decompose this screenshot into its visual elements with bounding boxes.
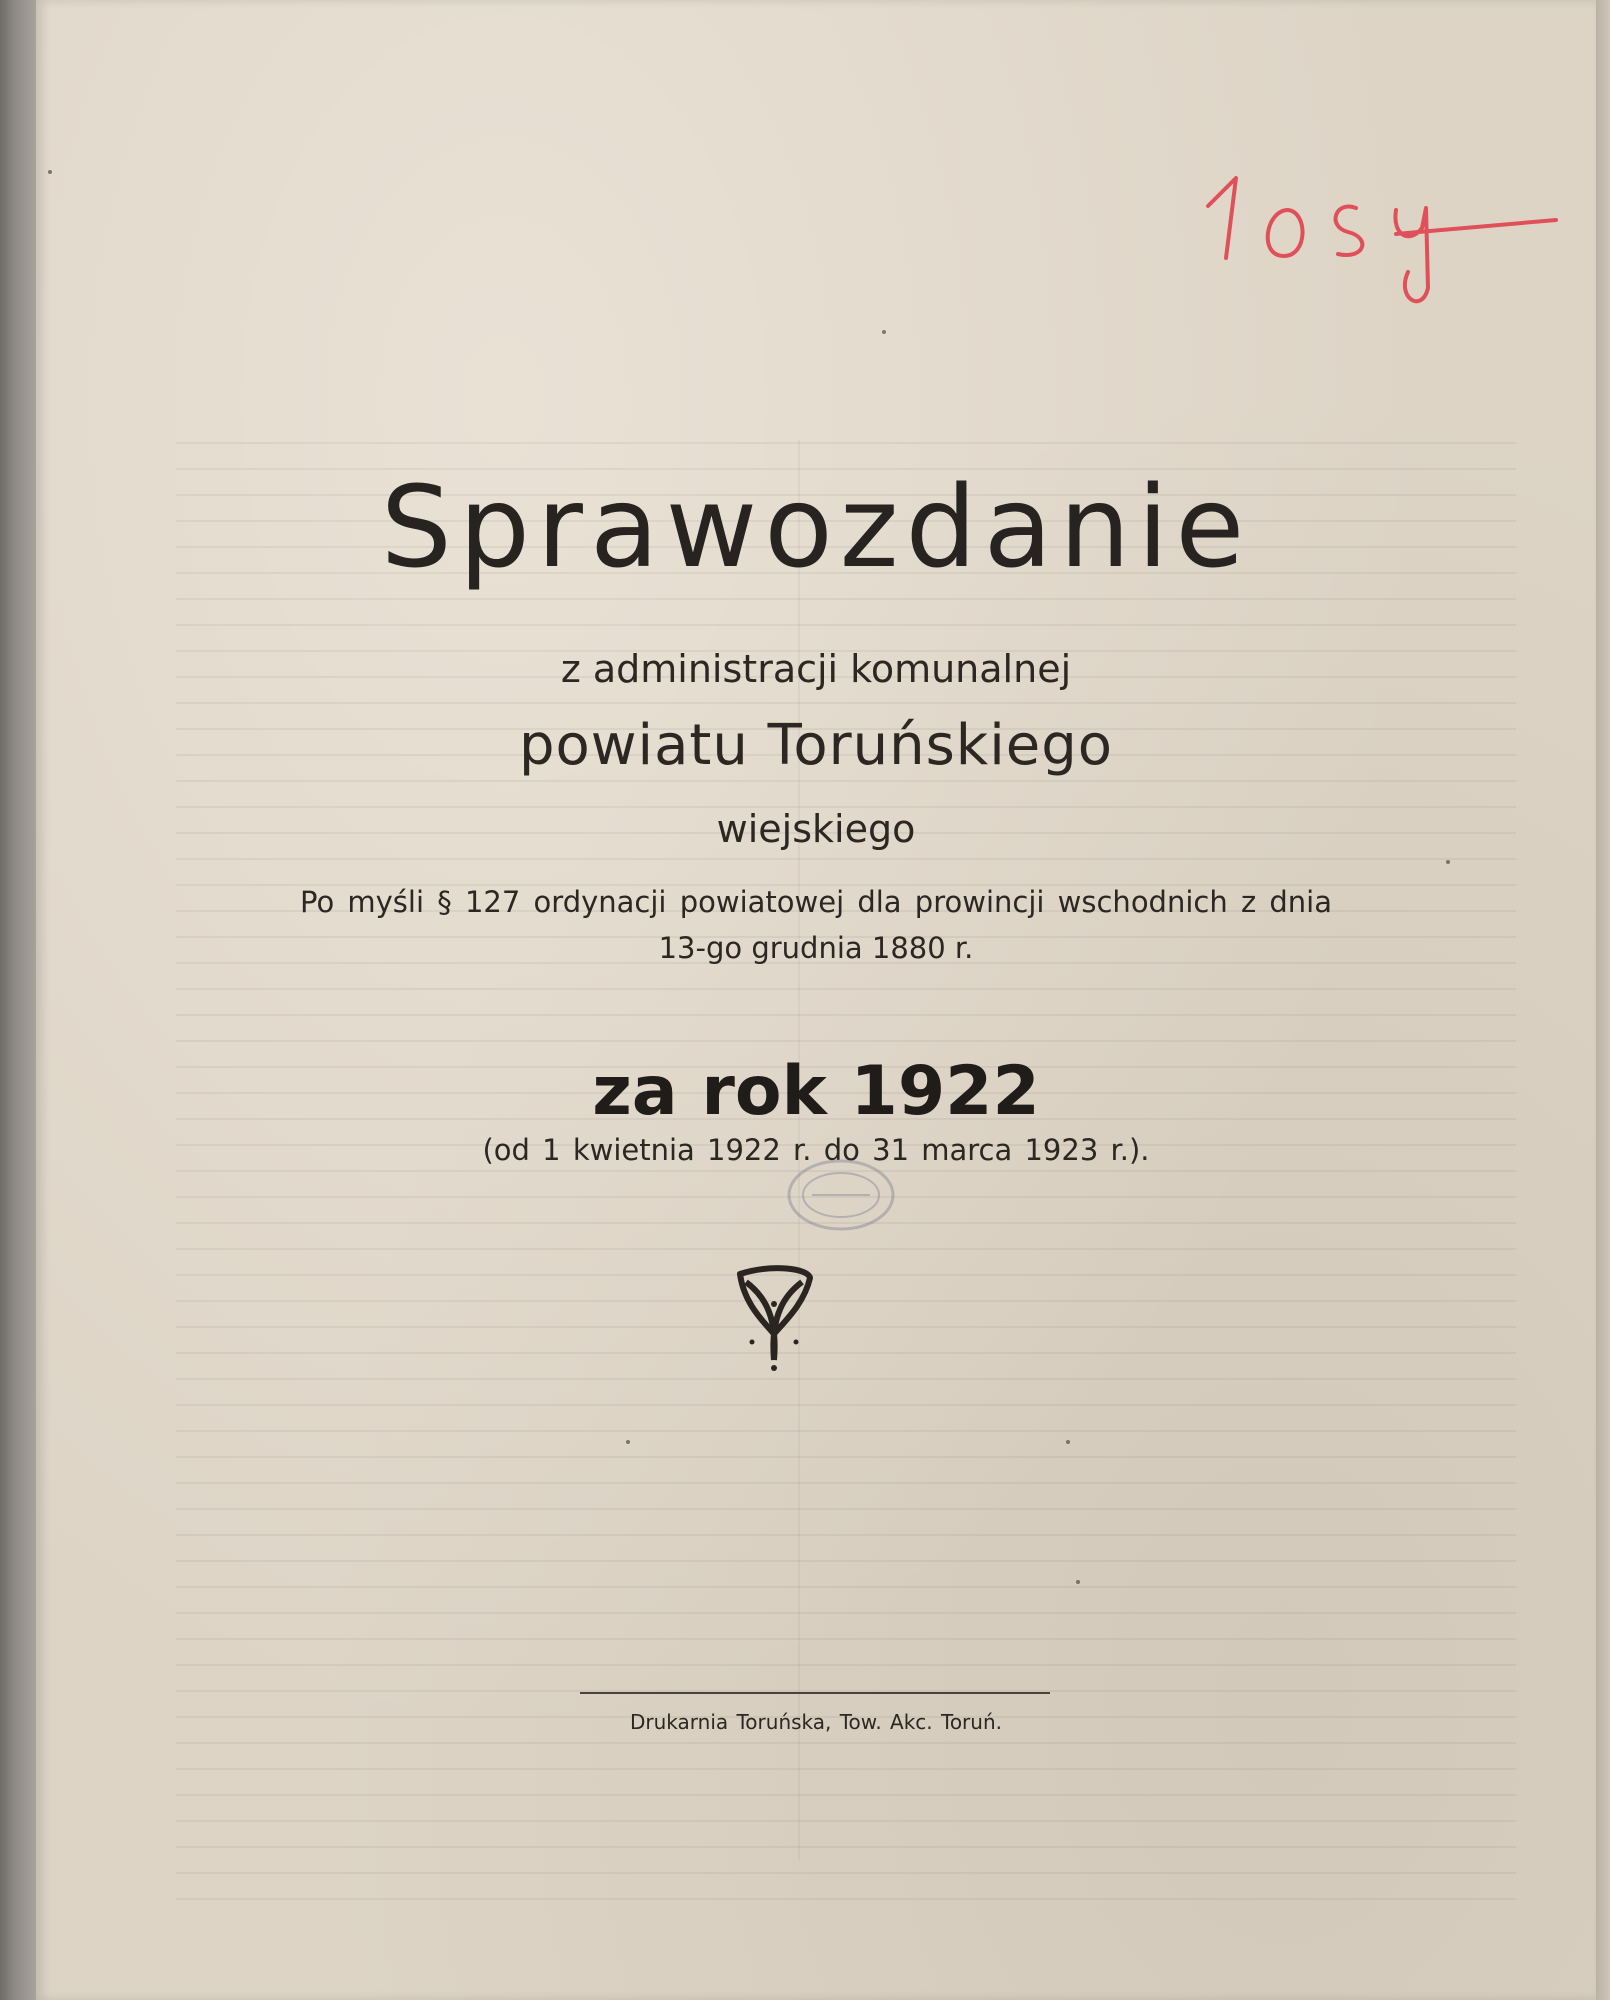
legal-basis-line: Po myśli § 127 ordynacji powiatowej dla prowincji wschodnich z dnia (299, 885, 1333, 919)
subtitle-county: powiatu Toruńskiego (518, 713, 1114, 778)
report-year-heading: za rok 1922 (592, 1052, 1040, 1131)
report-period: (od 1 kwietnia 1922 r. do 31 marca 1923 r.). (482, 1133, 1150, 1167)
binding-edge (0, 0, 36, 2000)
legal-basis-date: 13-go grudnia 1880 r. (658, 931, 974, 965)
paper-speck (1076, 1580, 1080, 1584)
paper-speck (1446, 860, 1450, 864)
document-title: Sprawozdanie (380, 463, 1252, 593)
subtitle-rural: wiejskiego (716, 807, 916, 851)
paper-speck (626, 1440, 630, 1444)
page-edge (1596, 0, 1610, 2000)
subtitle-administration: z administracji komunalnej (560, 647, 1072, 691)
library-stamp (786, 1158, 896, 1232)
printer-imprint: Drukarnia Toruńska, Tow. Akc. Toruń. (629, 1710, 1002, 1734)
handwritten-catalogue-number (1196, 148, 1566, 308)
paper-speck (1066, 1440, 1070, 1444)
triquetra-ornament-icon (732, 1264, 816, 1374)
paper-speck (48, 170, 52, 174)
printer-imprint-rule (580, 1692, 1050, 1694)
title-page (36, 0, 1596, 2000)
paper-speck (882, 330, 886, 334)
